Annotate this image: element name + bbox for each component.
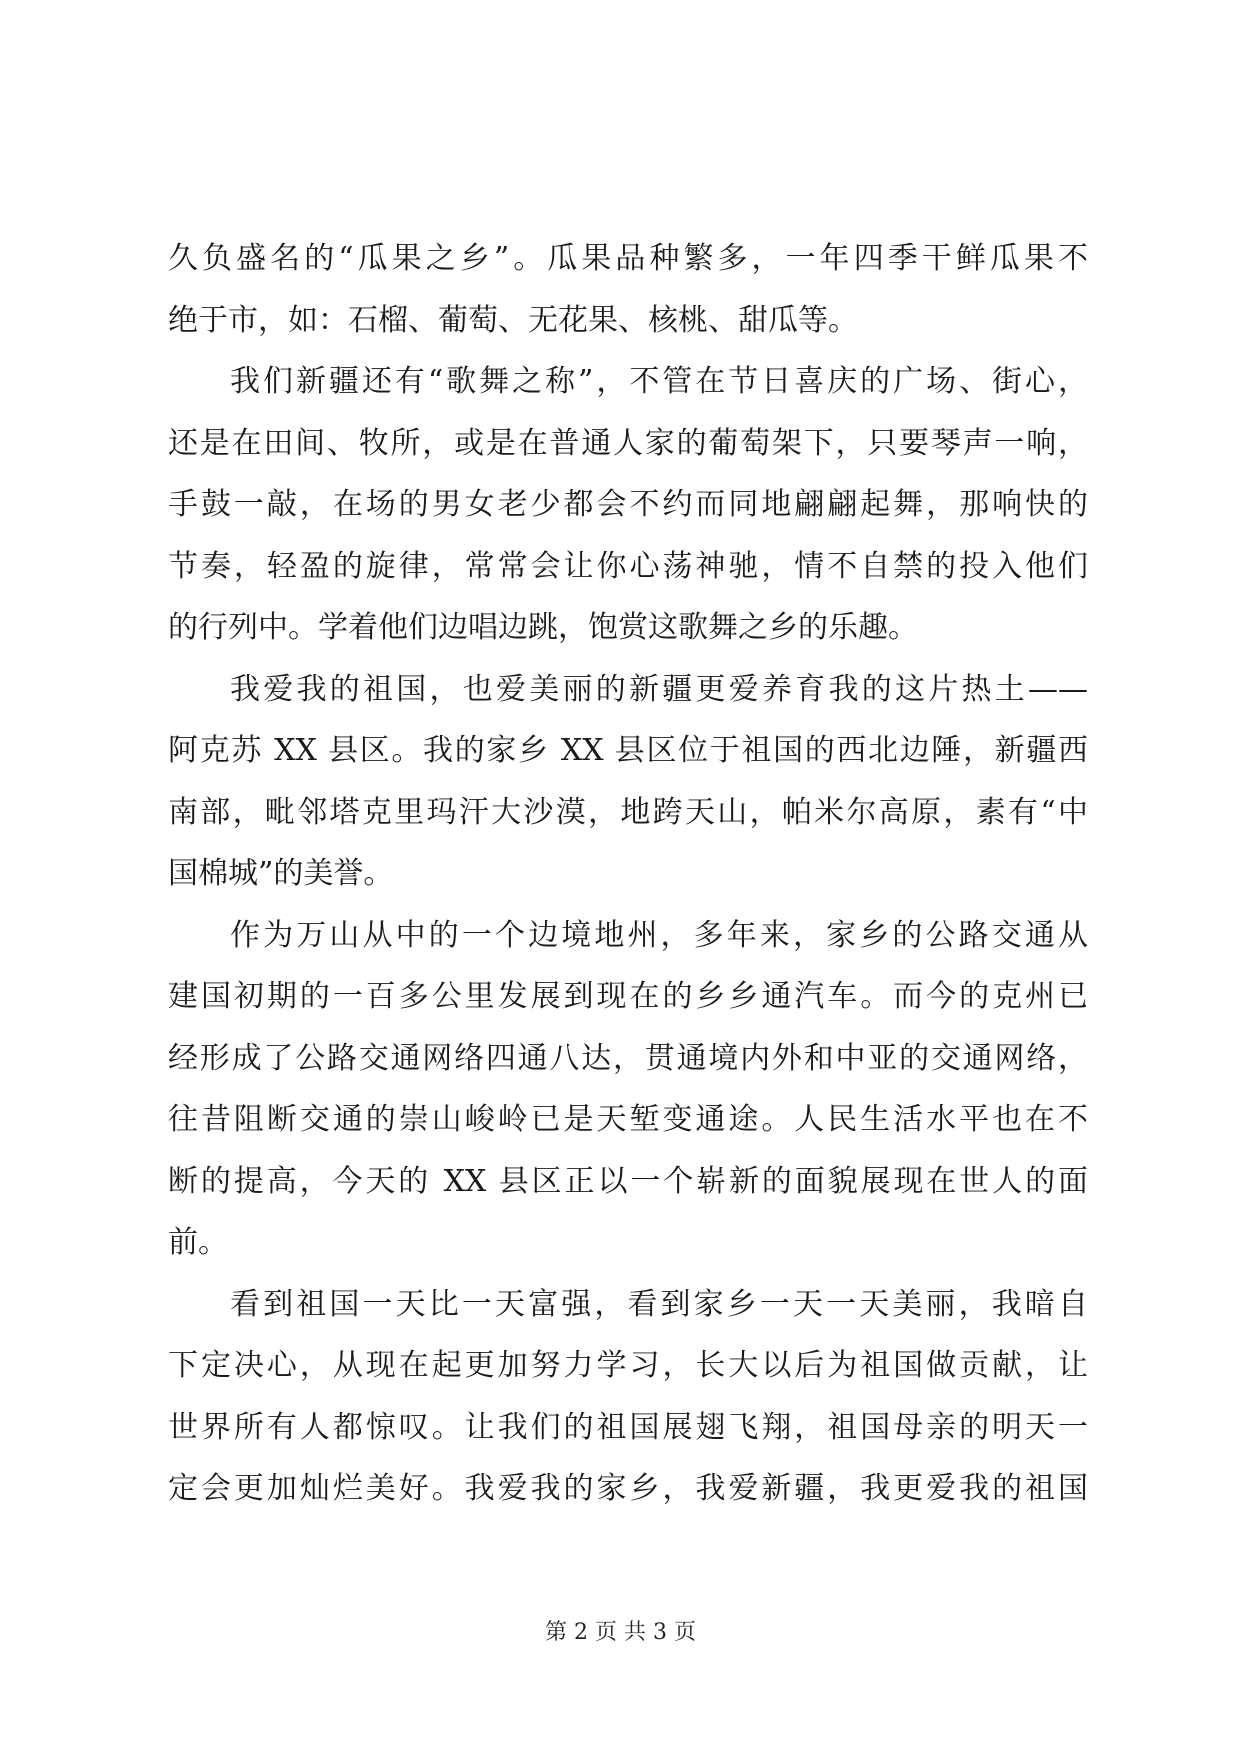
text-line: 久负盛名的“瓜果之乡”。瓜果品种繁多，一年四季干鲜瓜果不	[168, 241, 1088, 276]
text-line: 国棉城”的美誉。	[168, 856, 394, 891]
text-line: 还是在田间、牧所，或是在普通人家的葡萄架下，只要琴声一响，	[168, 425, 1088, 461]
paragraph-first-line: 看到祖国一天比一天富强，看到家乡一天一天美丽，我暗自	[230, 1286, 1088, 1322]
text-line: 建国初期的一百多公里发展到现在的乡乡通汽车。而今的克州已	[168, 979, 1088, 1014]
text-line: 阿克苏 XX 县区。我的家乡 XX 县区位于祖国的西北边陲，新疆西	[168, 733, 1088, 768]
text-line: 定会更加灿烂美好。我爱我的家乡，我爱新疆，我更爱我的祖国	[168, 1471, 1088, 1506]
text-line: 南部，毗邻塔克里玛汗大沙漠，地跨天山，帕米尔高原，素有“中	[168, 794, 1088, 830]
text-line: 绝于市，如：石榴、葡萄、无花果、核桃、甜瓜等。	[168, 302, 858, 338]
text-line: 手鼓一敲，在场的男女老少都会不约而同地翩翩起舞，那响快的	[168, 487, 1088, 522]
text-line: 世界所有人都惊叹。让我们的祖国展翅飞翔，祖国母亲的明天一	[168, 1409, 1088, 1445]
document-body	[168, 228, 1088, 1520]
text-line: 下定决心，从现在起更加努力学习，长大以后为祖国做贡献，让	[168, 1348, 1088, 1383]
text-line: 断的提高，今天的 XX 县区正以一个崭新的面貌展现在世人的面	[168, 1163, 1088, 1199]
paragraph-first-line: 我们新疆还有“歌舞之称”，不管在节日喜庆的广场、街心，	[230, 364, 1088, 399]
text-line: 往昔阻断交通的崇山峻岭已是天堑变通途。人民生活水平也在不	[168, 1102, 1088, 1137]
text-line: 的行列中。学着他们边唱边跳，饱赏这歌舞之乡的乐趣。	[168, 610, 918, 645]
paragraph-first-line: 我爱我的祖国，也爱美丽的新疆更爱养育我的这片热土——	[230, 671, 1088, 707]
paragraph-first-line: 作为万山从中的一个边境地州，多年来，家乡的公路交通从	[230, 917, 1088, 953]
page-number-footer: 第 2 页 共 3 页	[545, 1620, 696, 1645]
text-line: 经形成了公路交通网络四通八达，贯通境内外和中亚的交通网络，	[168, 1040, 1088, 1076]
text-line: 节奏，轻盈的旋律，常常会让你心荡神驰，情不自禁的投入他们	[168, 548, 1088, 584]
text-line: 前。	[168, 1225, 228, 1260]
